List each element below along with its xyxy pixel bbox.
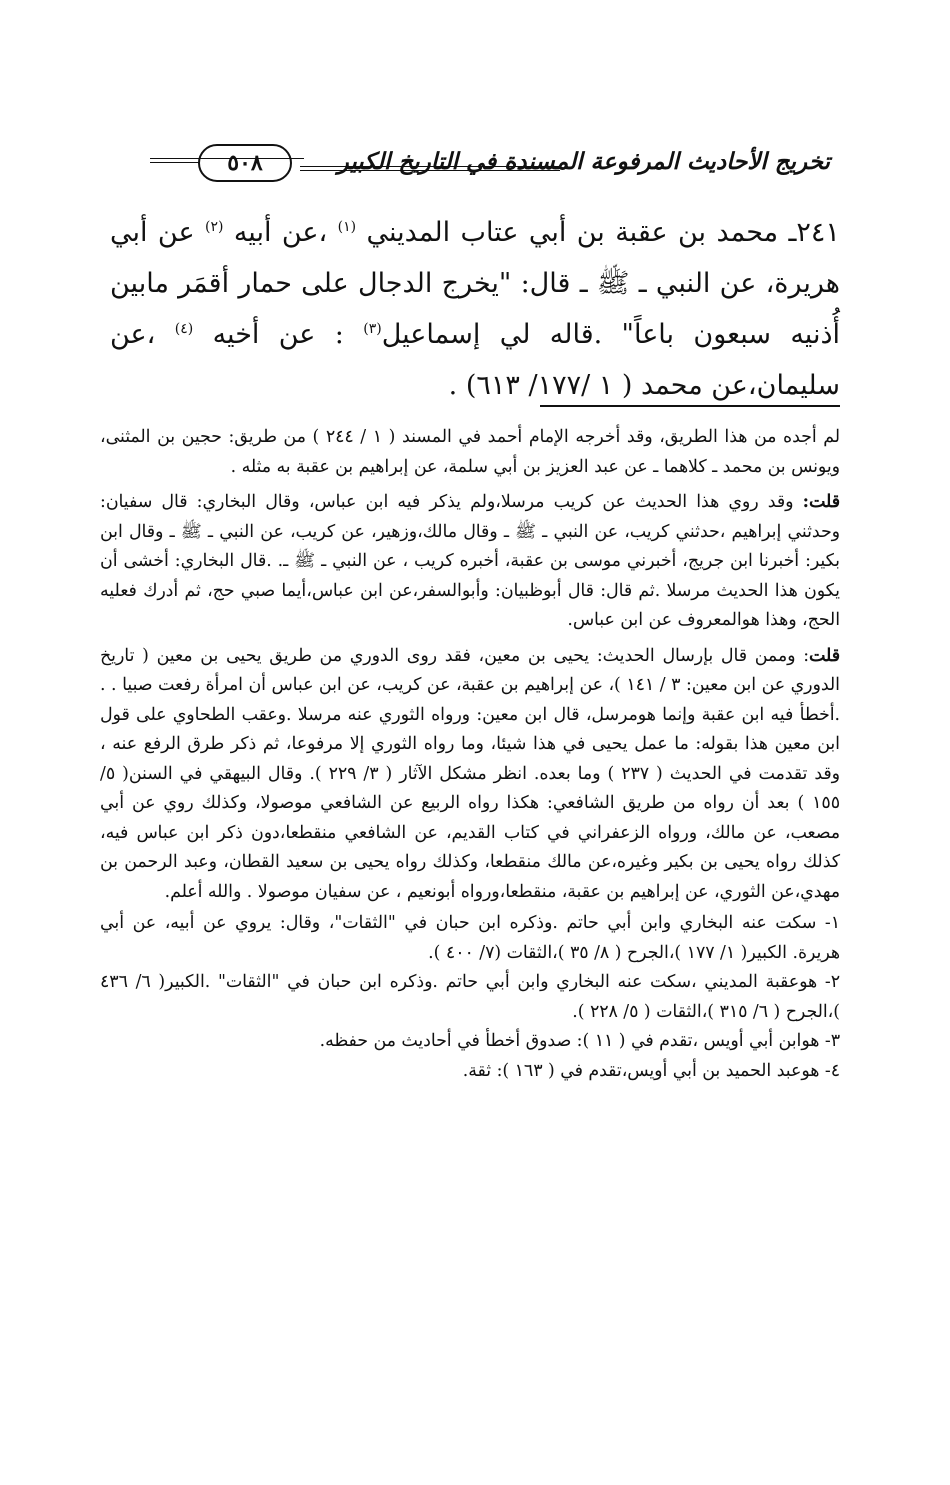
note-text: : وممن قال بإرسال الحديث: يحيى بن معين، فقد روى الدوري من طريق يحيى بن معين ( تاريخ الدوري عن ابن معين: ٣ / ١٤١ )، عن إبراهيم بن عقبة، عن كريب، عن ابن عباس أن امرأة رفعت صبيا . . .أخطأ فيه ابن عقبة وإنما هومرسل، قال ابن معين: ورواه الثوري عنه مرسلا .وعقب الطحاوي على قول ابن معين هذا بقوله: ما عمل يحيى في هذا شيئا، وما رواه الثوري إلا مرفوعا، ثم ذكر طرق الرفع عنه ، وقد تقدمت في الحديث ( ٢٣٧ ) وما بعده. انظر مشكل الآثار ( ٣/ ٢٢٩ ). وقال البيهقي في السنن( ٥/ ١٥٥ ) بعد أن رواه من طريق الشافعي: هكذا رواه الربيع عن الشافعي موصولا، وكذلك روي عن أبي مصعب، عن مالك، ورواه الزعفراني في كتاب القديم، عن الشافعي منقطعا،دون ذكر ابن عباس فيه، كذلك رواه يحيى بن بكير وغيره،عن مالك منقطعا، وكذلك رواه يحيى بن سعيد القطان، وعبد الرحمن بن مهدي،عن الثوري، عن إبراهيم بن عقبة، منقطعا،ورواه أبونعيم ، عن سفيان موصولا . والله أعلم. xyxy=(100,645,840,902)
footnote-text: سكت عنه البخاري وابن أبي حاتم .وذكره ابن حبان في "الثقات"، وقال: يروي عن أبيه، عن أبي هريرة. الكبير( ١/ ١٧٧ )،الجرح ( ٨/ ٣٥ )،الثقات (٧/ ٤٠٠ ). xyxy=(100,913,840,963)
footnote-number: ٣- xyxy=(824,1031,840,1051)
hadith-entry xyxy=(110,207,840,411)
footnote-list xyxy=(100,909,840,1086)
footnote-item xyxy=(100,1027,840,1057)
running-header xyxy=(150,140,830,190)
footnote-item xyxy=(100,909,840,968)
qult-label: قلت: xyxy=(802,492,840,512)
footnote-text: هوعقبة المديني ،سكت عنه البخاري وابن أبي حاتم .وذكره ابن حبان في "الثقات" .الكبير( ٦/ ٤٣٦ )،الجرح ( ٦/ ٣١٥ )،الثقات ( ٥/ ٢٢٨ ). xyxy=(100,972,840,1022)
entry-text: عن أبي هريرة، عن النبي ـ ﷺ ـ قال: "يخرج الدجال على حمار أقمَر مابين أُذنيه سبعون باعاً" .قاله لي إسماعيل xyxy=(110,217,840,350)
note-intro: لم أجده من هذا الطريق، وقد أخرجه الإمام أحمد في المسند ( ١ / ٢٤٤ ) من طريق: حجين بن المثنى، ويونس بن محمد ـ كلاهما ـ عن عبد العزيز بن أبي سلمة، عن إبراهيم بن عقبة به مثله . xyxy=(100,427,841,477)
entry-text: ،عن أبيه xyxy=(233,217,328,248)
entry-text: ،عن سليمان،عن محمد ( ١ /١٧٧/ ٦١٣) . xyxy=(110,319,840,401)
footnote-ref: (١) xyxy=(337,219,357,235)
page-number: ٥٠٨ xyxy=(198,144,292,182)
note-text: وقد روي هذا الحديث عن كريب مرسلا،ولم يذكر فيه ابن عباس، وقال البخاري: قال سفيان: وحدثني إبراهيم ،حدثني كريب، عن النبي ـ ﷺ ـ وقال مالك،وزهير، عن كريب، عن النبي ـ ﷺ ـ وقال ابن بكير: أخبرنا ابن جريج، أخبرني موسى بن عقبة، أخبره كريب ، عن النبي ـ ﷺ ـ. .قال البخاري: أخشى أن يكون هذا الحديث مرسلا .ثم قال: قال أبوظبيان: وأبوالسفر،عن ابن عباس،أيما صبي حج، ثم أدرك فعليه الحج، وهذا هوالمعروف عن ابن عباس. xyxy=(100,492,840,630)
footnote-text: هوعبد الحميد بن أبي أويس،تقدم في ( ١٦٣ ): ثقة. xyxy=(462,1060,825,1081)
entry-text: : عن أخيه xyxy=(212,319,344,350)
footnote-number: ٤- xyxy=(824,1060,840,1081)
footnote-ref: (٤) xyxy=(174,321,194,337)
footnote-text: هوابن أبي أويس ،تقدم في ( ١١ ): صدوق أخطأ في أحاديث من حفظه. xyxy=(319,1031,825,1051)
footnote-number: ١- xyxy=(824,913,840,933)
footnote-ref: (٣) xyxy=(363,321,382,337)
footnote-number: ٢- xyxy=(824,972,840,992)
footnote-separator xyxy=(540,405,840,407)
notes-section xyxy=(100,423,840,1086)
qult-label: قلت xyxy=(809,645,840,666)
footnote-item xyxy=(100,968,840,1027)
footnote-ref: (٢) xyxy=(204,219,224,235)
header-rule-left xyxy=(150,158,200,163)
entry-text: ٢٤١ـ محمد بن عقبة بن أبي عتاب المديني xyxy=(366,217,840,248)
header-title: تخريج الأحاديث المرفوعة المسندة في التاريخ الكبير xyxy=(337,148,830,175)
footnote-item xyxy=(100,1057,840,1087)
note-qult-1 xyxy=(100,488,840,636)
note-qult-2 xyxy=(100,642,840,908)
